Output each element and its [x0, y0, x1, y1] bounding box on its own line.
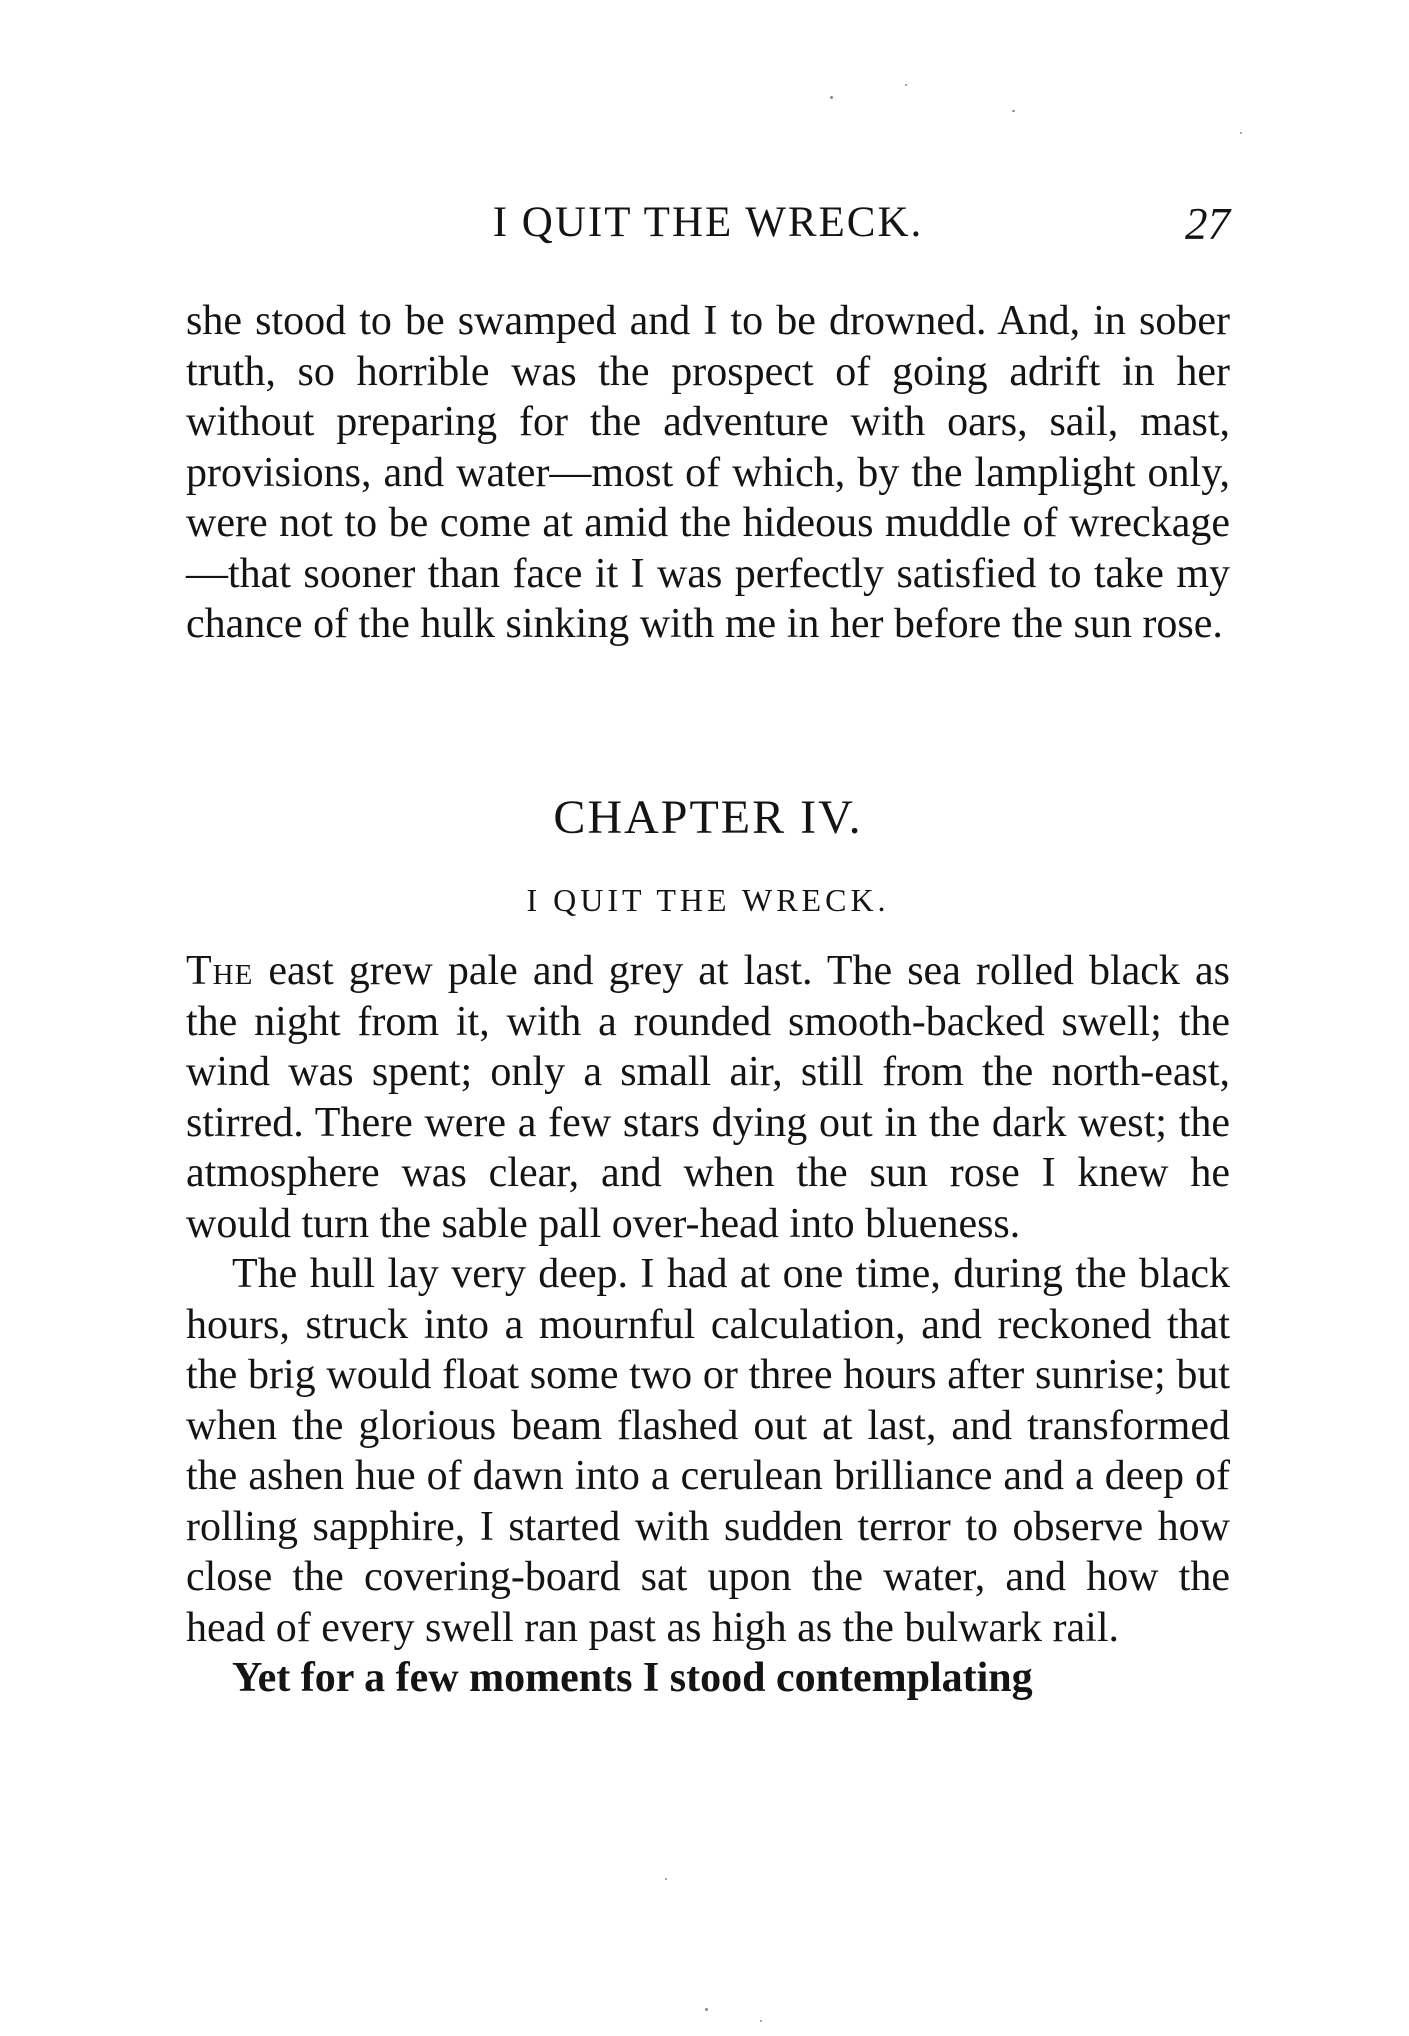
scan-speck — [665, 1878, 667, 1880]
opening-word: The — [186, 948, 254, 994]
paragraph-1-text: east grew pale and grey at last. The sea rolled black as the night from it, with a rounded smooth-backed swell; the wind was spent; only a small air, still from the north-east, stirred. There were a few stars dying out in the dark west; the atmosphere was clear, and when the sun rose I knew he would turn the sable pall over-head into blueness. — [186, 948, 1230, 1247]
continued-text-block — [186, 296, 1230, 650]
chapter-paragraph-2: The hull lay very deep. I had at one time, during the black hours, struck into a mournful calculation, and reckoned that the brig would float some two or three hours after sunrise; but when the glorious beam flashed out at last, and transformed the ashen hue of dawn into a cerulean brilliance and a deep of rolling sapphire, I started with sudden terror to observe how close the covering-board sat upon the water, and how the head of every swell ran past as high as the bulwark rail. — [186, 1251, 1230, 1651]
chapter-paragraph-3: Yet for a few moments I stood contemplating — [232, 1655, 1033, 1701]
scan-speck — [760, 2020, 762, 2022]
chapter-text-block — [186, 946, 1230, 1704]
scan-speck — [905, 84, 907, 86]
running-title: I QUIT THE WRECK. — [492, 199, 924, 246]
chapter-paragraph-1 — [186, 946, 1230, 1249]
scan-speck — [1012, 110, 1015, 112]
running-head — [186, 198, 1230, 258]
scan-speck — [1240, 132, 1242, 134]
scan-speck — [830, 96, 833, 99]
continued-paragraph: she stood to be swamped and I to be drowned. And, in sober truth, so horrible was the prospect of going adrift in her without preparing for the adventure with oars, sail, mast, provisions, and water—most of which, by the lamplight only, were not to be come at amid the hideous muddle of wreckage—that sooner than face it I was perfectly satisfied to take my chance of the hulk sinking with me in her before the sun rose. — [186, 298, 1230, 647]
chapter-heading: CHAPTER IV. — [553, 791, 863, 844]
chapter-subtitle: I QUIT THE WRECK. — [526, 882, 890, 918]
page-number: 27 — [1185, 199, 1230, 249]
scan-speck — [705, 2008, 708, 2011]
